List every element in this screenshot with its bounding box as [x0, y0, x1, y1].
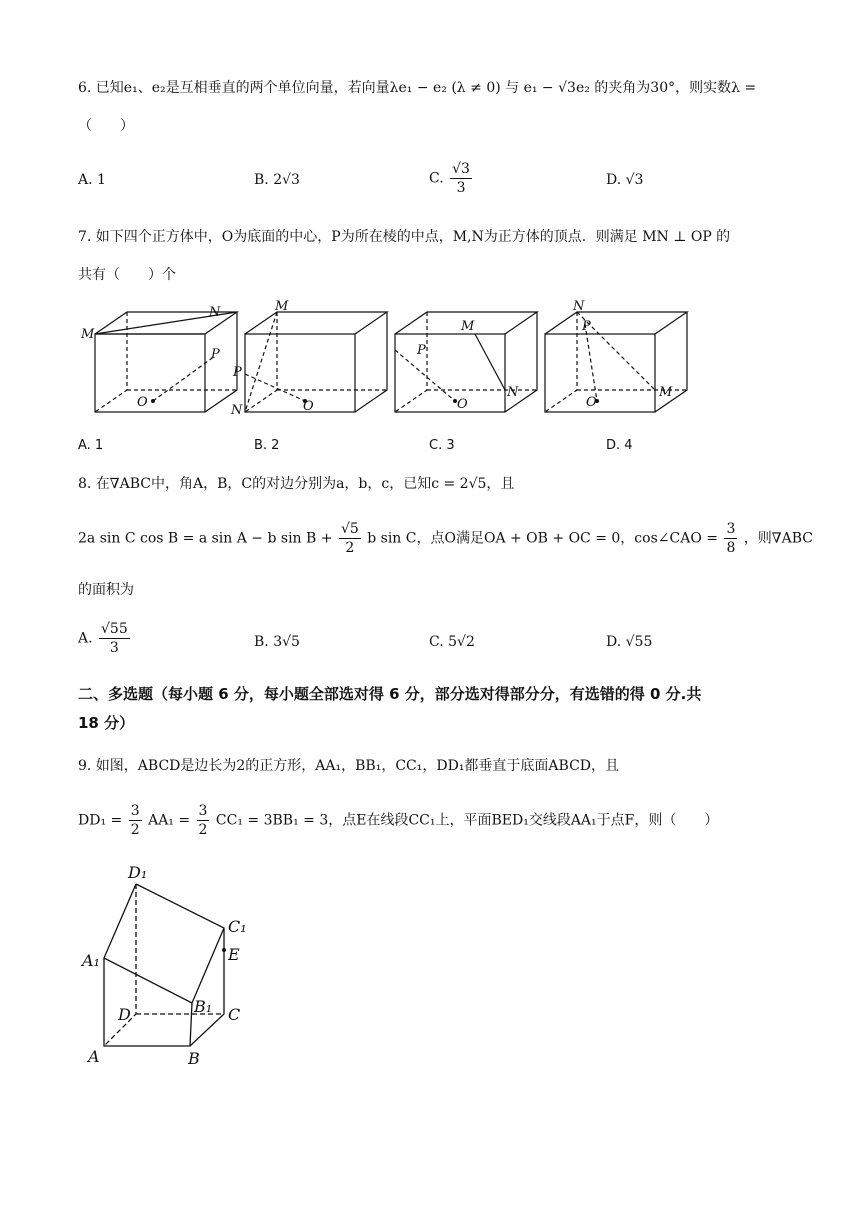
label-c: C [228, 1005, 241, 1024]
q8-option-a-fraction [99, 620, 130, 657]
q9-stem-line1: 9. 如图，ABCD是边长为2的正方形，AA₁，BB₁，CC₁，DD₁都垂直于底面ABCD，且 [78, 758, 620, 774]
cube4-label-p: P [582, 319, 591, 334]
q8-option-d: D. √55 [606, 634, 653, 650]
cube1-label-o: O [137, 395, 148, 410]
label-c1: C₁ [228, 917, 247, 936]
q8-stem-line3: 的面积为 [78, 582, 134, 598]
cube4-label-n: N [573, 299, 585, 314]
q8-fraction-sqrt5-over-2 [339, 520, 361, 557]
q7-cube-figures [75, 294, 695, 422]
cube1-label-n: N [209, 305, 221, 320]
q8-option-a-label: A. [78, 630, 93, 647]
q9-prism-figure [76, 858, 266, 1073]
q6-option-d: D. √3 [606, 172, 644, 188]
cube4-label-m: M [659, 385, 673, 400]
q8-stem-line1: 8. 在∇ABC中，角A，B，C的对边分别为a，b，c，已知c = 2√5，且 [78, 476, 515, 492]
q9-eq-dd1: DD₁ = [78, 812, 123, 829]
q8-fraction-3-over-8 [724, 520, 737, 557]
q6-answer-bracket: （ ） [78, 118, 134, 134]
cube1-label-m: M [81, 327, 95, 342]
q7-stem-line1: 7. 如下四个正方体中，O为底面的中心，P为所在棱的中点，M,N为正方体的顶点．则满足 MN ⊥ OP 的 [78, 229, 731, 245]
cube2-label-n: N [231, 403, 243, 418]
label-a: A [88, 1047, 100, 1066]
q8-option-a [78, 620, 132, 657]
frac-numerator: √55 [101, 621, 128, 637]
q8-equation-tail: ，则∇ABC [743, 530, 813, 547]
q6-option-b: B. 2√3 [254, 172, 300, 188]
q9-eq-rest: CC₁ = 3BB₁ = 3，点E在线段CC₁上，平面BED₁交线段AA₁于点F，则（ ） [215, 812, 719, 829]
label-b1: B₁ [194, 997, 213, 1016]
q9-stem-line2 [78, 802, 718, 839]
frac-numerator: 3 [198, 803, 208, 819]
cube-1 [95, 312, 237, 412]
q9-fraction-2 [197, 802, 210, 839]
q9-eq-aa1: AA₁ = [148, 812, 191, 829]
frac-numerator: 3 [130, 803, 140, 819]
q6-option-a: A. 1 [78, 172, 106, 188]
cube3-label-m: M [461, 319, 475, 334]
frac-denominator: 2 [198, 822, 208, 838]
q7-stem-line2: 共有（ ）个 [78, 267, 176, 283]
q8-equation-left: 2a sin C cos B = a sin A − b sin B + [78, 530, 333, 547]
cube3-label-o: O [457, 397, 468, 412]
cube3-label-p: P [417, 343, 426, 358]
cube3-label-n: N [507, 385, 519, 400]
cube2-label-m: M [275, 299, 289, 314]
section-2-heading-line2: 18 分） [78, 714, 135, 732]
q8-stem-line2 [78, 520, 813, 557]
frac-denominator: 2 [345, 540, 355, 556]
q9-fraction-1 [129, 802, 142, 839]
frac-denominator: 3 [109, 640, 119, 656]
label-d1: D₁ [128, 863, 148, 882]
q7-option-d: D. 4 [606, 438, 633, 453]
cube2-label-o: O [303, 399, 314, 414]
frac-numerator: 3 [726, 521, 736, 537]
frac-numerator: √3 [452, 161, 470, 177]
q7-option-b: B. 2 [254, 438, 280, 453]
label-e: E [228, 945, 240, 964]
section-2-heading-line1: 二、多选题（每小题 6 分，每小题全部选对得 6 分，部分选对得部分分，有选错的得 0 分.共 [78, 685, 702, 703]
cube-2 [245, 312, 387, 412]
q8-equation-right: b sin C，点O满足OA + OB + OC = 0，cos∠CAO = [367, 530, 718, 547]
frac-denominator: 8 [726, 540, 736, 556]
cube1-label-p: P [211, 347, 220, 362]
q6-option-c [429, 160, 474, 197]
q6-stem-line1: 6. 已知e₁、e₂是互相垂直的两个单位向量，若向量λe₁ − e₂ (λ ≠ 0) 与 e₁ − √3e₂ 的夹角为30°，则实数λ = [78, 80, 757, 96]
q7-option-c: C. 3 [429, 438, 455, 453]
label-a1: A₁ [82, 951, 100, 970]
cube4-label-o: O [586, 395, 597, 410]
frac-denominator: 2 [130, 822, 140, 838]
frac-denominator: 3 [456, 180, 466, 196]
q8-option-c: C. 5√2 [429, 634, 475, 650]
label-b: B [188, 1049, 200, 1068]
q7-option-a: A. 1 [78, 438, 104, 453]
label-d: D [118, 1005, 131, 1024]
q8-option-b: B. 3√5 [254, 634, 300, 650]
cube2-label-p: P [233, 365, 242, 380]
frac-numerator: √5 [340, 521, 359, 537]
q6-option-c-fraction [450, 160, 472, 197]
q6-option-c-label: C. [429, 170, 444, 187]
